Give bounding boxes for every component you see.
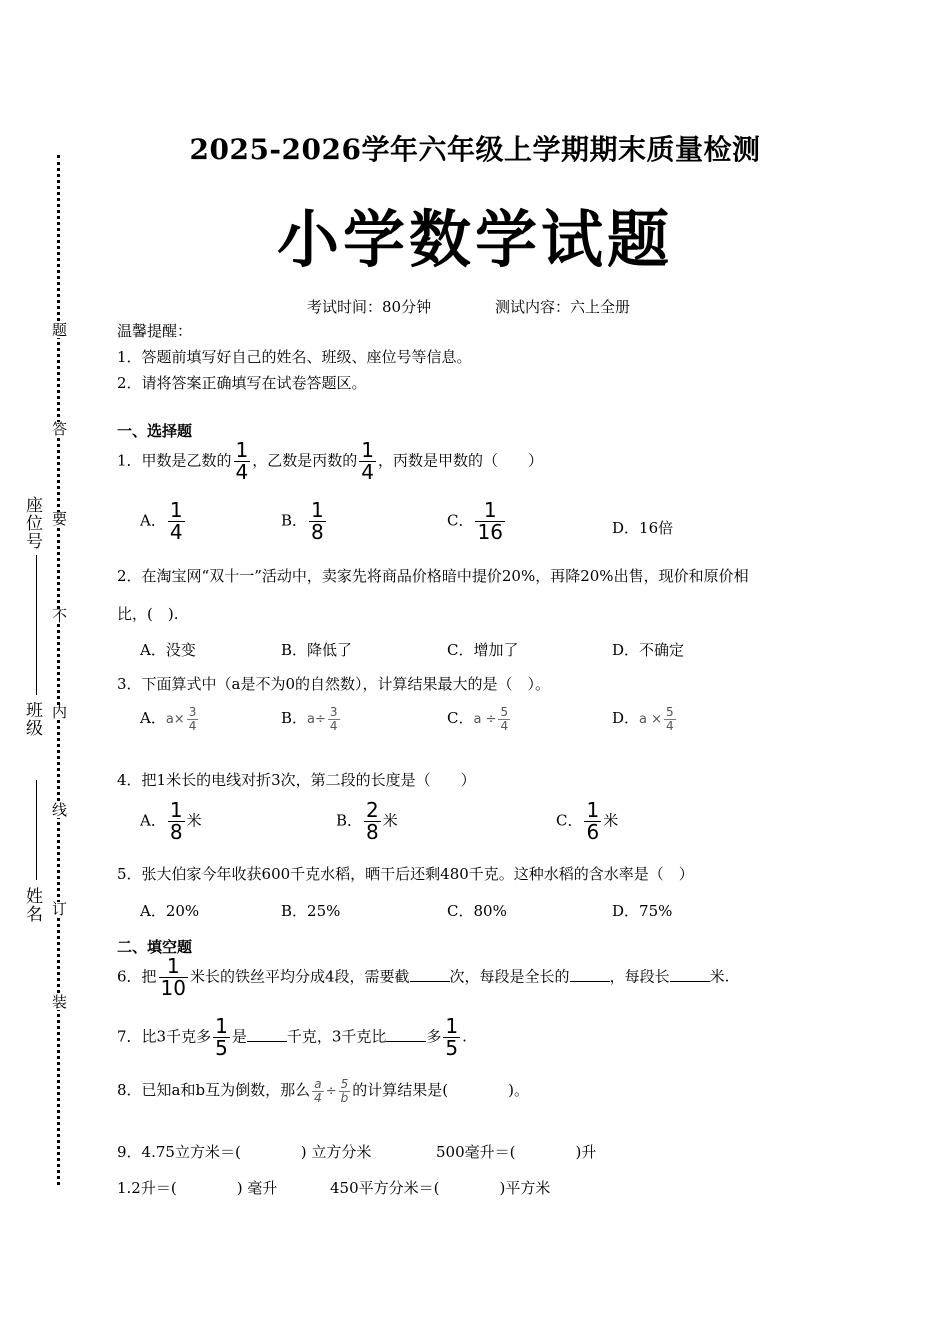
q8-text: 8．已知a和b互为倒数，那么 bbox=[117, 1081, 311, 1100]
fraction bbox=[168, 500, 185, 543]
option-label: D． bbox=[612, 519, 640, 537]
numerator: 1 bbox=[311, 498, 324, 522]
q7-text: 7．比3千克多 bbox=[117, 1027, 212, 1046]
denominator: 8 bbox=[311, 520, 324, 544]
denominator: 5 bbox=[445, 1036, 459, 1060]
seat-label: 座位号 bbox=[26, 496, 43, 552]
numerator: 1 bbox=[159, 956, 188, 978]
binding-char: 线 bbox=[52, 801, 68, 819]
q1-text: ，丙数是甲数的（ ） bbox=[378, 451, 544, 470]
question-1 bbox=[117, 440, 543, 483]
option-5d[interactable]: D．75% bbox=[612, 902, 673, 920]
numerator: 1 bbox=[445, 1014, 459, 1038]
denominator: 4 bbox=[188, 718, 197, 733]
option-label: B． bbox=[281, 709, 308, 728]
q7-text: 千克，3千克比 bbox=[286, 1027, 387, 1046]
question-2-line1: 2．在淘宝网“双十一”活动中，卖家先将商品价格暗中提价20%，再降20%出售，现价和原价相 bbox=[117, 567, 749, 585]
question-7 bbox=[117, 1016, 467, 1059]
denominator: 4 bbox=[169, 520, 183, 544]
numerator: 1 bbox=[361, 438, 375, 462]
option-3c[interactable] bbox=[447, 706, 512, 732]
binding-dotted-line bbox=[57, 155, 60, 1185]
binding-char: 订 bbox=[52, 900, 68, 918]
denominator: 5 bbox=[215, 1036, 228, 1060]
q6-text: 6．把 bbox=[117, 967, 157, 986]
question-9-part-d: 450平方分米＝( )平方米 bbox=[330, 1179, 551, 1197]
option-expression: a× bbox=[165, 712, 185, 728]
fraction bbox=[498, 706, 510, 732]
binding-char: 答 bbox=[52, 420, 68, 438]
option-label: C． bbox=[556, 811, 583, 830]
denominator: 4 bbox=[666, 718, 674, 733]
numerator: 3 bbox=[188, 705, 197, 719]
option-5a[interactable]: A．20% bbox=[140, 902, 200, 920]
option-4b[interactable] bbox=[336, 800, 398, 843]
question-9-part-a: 9．4.75立方米＝( ) 立方分米 bbox=[117, 1143, 372, 1161]
binding-char: 要 bbox=[52, 510, 68, 528]
q1-text: 1．甲数是乙数的 bbox=[117, 451, 232, 470]
seat-underline bbox=[36, 555, 37, 695]
denominator: b bbox=[340, 1090, 349, 1105]
section-title: 二、填空题 bbox=[117, 938, 193, 956]
denominator: 4 bbox=[235, 460, 249, 484]
answer-blank[interactable] bbox=[247, 1027, 287, 1042]
q6-text: 米. bbox=[709, 967, 730, 986]
option-1a[interactable] bbox=[140, 500, 187, 543]
question-2-line2: 比，( ). bbox=[117, 605, 179, 623]
option-label: A． bbox=[140, 511, 166, 530]
note-item: 1．答题前填写好自己的姓名、班级、座位号等信息。 bbox=[117, 348, 472, 366]
option-1d[interactable] bbox=[612, 517, 673, 538]
numerator: 5 bbox=[500, 705, 509, 719]
binding-char: 不 bbox=[52, 607, 68, 625]
denominator: 6 bbox=[586, 820, 600, 844]
denominator: 4 bbox=[329, 718, 338, 733]
denominator: 16 bbox=[477, 520, 503, 544]
option-label: B． bbox=[281, 511, 308, 530]
binding-char: 装 bbox=[52, 993, 68, 1011]
option-1b[interactable] bbox=[281, 500, 328, 543]
question-9-part-c: 1.2升＝( ) 毫升 bbox=[117, 1179, 278, 1197]
option-label: D． bbox=[612, 709, 640, 728]
numerator: 5 bbox=[666, 705, 674, 719]
fraction bbox=[664, 706, 676, 732]
q6-text: 米长的铁丝平均分成4段，需要截 bbox=[190, 967, 410, 986]
option-expression: a ÷ bbox=[473, 712, 497, 728]
option-2d[interactable]: D．不确定 bbox=[612, 641, 685, 659]
option-label: A． bbox=[140, 811, 166, 830]
question-8 bbox=[117, 1078, 529, 1104]
unit-text: 米 bbox=[603, 811, 619, 830]
option-label: A． bbox=[140, 709, 166, 728]
numerator: 3 bbox=[329, 705, 338, 719]
fraction bbox=[364, 800, 381, 843]
option-4a[interactable] bbox=[140, 800, 202, 843]
option-expression: a÷ bbox=[307, 712, 326, 728]
numerator: 1 bbox=[169, 498, 183, 522]
question-6 bbox=[117, 956, 729, 999]
numerator: 2 bbox=[366, 798, 379, 822]
operator: ÷ bbox=[325, 1084, 337, 1100]
exam-subtitle: 2025-2026学年六年级上学期期末质量检测 bbox=[189, 133, 761, 166]
denominator: 4 bbox=[500, 718, 509, 733]
fraction bbox=[584, 800, 601, 843]
section-title: 一、选择题 bbox=[117, 422, 193, 440]
unit-text: 米 bbox=[382, 811, 398, 830]
fraction bbox=[234, 440, 251, 483]
fraction bbox=[312, 1078, 324, 1104]
q1-text: ，乙数是丙数的 bbox=[252, 451, 358, 470]
option-1c[interactable] bbox=[447, 500, 507, 543]
numerator: 1 bbox=[215, 1014, 228, 1038]
q6-text: ，每段长 bbox=[609, 967, 670, 986]
option-5c[interactable]: C．80% bbox=[447, 902, 507, 920]
fraction bbox=[359, 440, 376, 483]
q7-text: 是 bbox=[231, 1027, 247, 1046]
answer-blank[interactable] bbox=[386, 1027, 426, 1042]
class-label: 班级 bbox=[26, 701, 43, 739]
name-label: 姓名 bbox=[26, 887, 43, 925]
answer-blank[interactable] bbox=[670, 967, 710, 982]
option-2a[interactable]: A．没变 bbox=[140, 641, 196, 659]
class-underline bbox=[36, 780, 37, 880]
fraction bbox=[339, 1078, 351, 1104]
fraction bbox=[213, 1016, 230, 1059]
answer-blank[interactable] bbox=[410, 967, 450, 982]
numerator: 1 bbox=[475, 500, 504, 522]
numerator: 5 bbox=[340, 1077, 349, 1091]
option-2b[interactable]: B．降低了 bbox=[281, 641, 353, 659]
binding-char: 内 bbox=[52, 703, 68, 721]
q8-text: 的计算结果是( )。 bbox=[352, 1081, 529, 1100]
question-3: 3．下面算式中（a是不为0的自然数），计算结果最大的是（ ）。 bbox=[117, 675, 551, 693]
numerator: a bbox=[312, 1078, 324, 1092]
fraction bbox=[187, 706, 199, 732]
option-5b[interactable]: B．25% bbox=[281, 902, 341, 920]
fraction bbox=[443, 1016, 460, 1059]
answer-blank[interactable] bbox=[570, 967, 610, 982]
question-4: 4．把1米长的电线对折3次，第二段的长度是（ ） bbox=[117, 771, 476, 789]
option-3a[interactable] bbox=[140, 706, 200, 732]
question-9-part-b: 500毫升＝( )升 bbox=[436, 1143, 597, 1161]
question-5: 5．张大伯家今年收获600千克水稻，晒干后还剩480千克。这种水稻的含水率是（ ） bbox=[117, 865, 694, 883]
numerator: 1 bbox=[586, 798, 600, 822]
fraction bbox=[309, 500, 326, 543]
denominator: 8 bbox=[366, 820, 379, 844]
exam-content: 测试内容：六上全册 bbox=[495, 298, 631, 316]
option-label: C． bbox=[447, 511, 474, 530]
numerator: 1 bbox=[169, 798, 183, 822]
exam-title: 小学数学试题 bbox=[276, 203, 673, 276]
exam-time: 考试时间：80分钟 bbox=[307, 298, 432, 316]
option-4c[interactable] bbox=[556, 800, 618, 843]
denominator: 10 bbox=[160, 976, 186, 1000]
denominator: 4 bbox=[314, 1090, 322, 1105]
denominator: 8 bbox=[169, 820, 183, 844]
q7-text: 多 bbox=[426, 1027, 442, 1046]
fraction bbox=[475, 500, 504, 543]
fraction bbox=[328, 706, 340, 732]
q7-text: . bbox=[462, 1027, 467, 1046]
option-expression: a × bbox=[639, 712, 663, 728]
fraction bbox=[168, 800, 185, 843]
option-text: 16倍 bbox=[639, 519, 674, 537]
q6-text: 次，每段是全长的 bbox=[449, 967, 570, 986]
option-label: C． bbox=[447, 709, 474, 728]
option-2c[interactable]: C．增加了 bbox=[447, 641, 519, 659]
numerator: 1 bbox=[235, 438, 249, 462]
option-3b[interactable] bbox=[281, 706, 342, 732]
binding-char: 题 bbox=[52, 321, 68, 339]
denominator: 4 bbox=[361, 460, 375, 484]
unit-text: 米 bbox=[186, 811, 202, 830]
fraction bbox=[159, 956, 188, 999]
notes-heading: 温馨提醒： bbox=[117, 322, 193, 340]
option-3d[interactable] bbox=[612, 706, 678, 732]
option-label: B． bbox=[336, 811, 363, 830]
note-item: 2．请将答案正确填写在试卷答题区。 bbox=[117, 374, 367, 392]
